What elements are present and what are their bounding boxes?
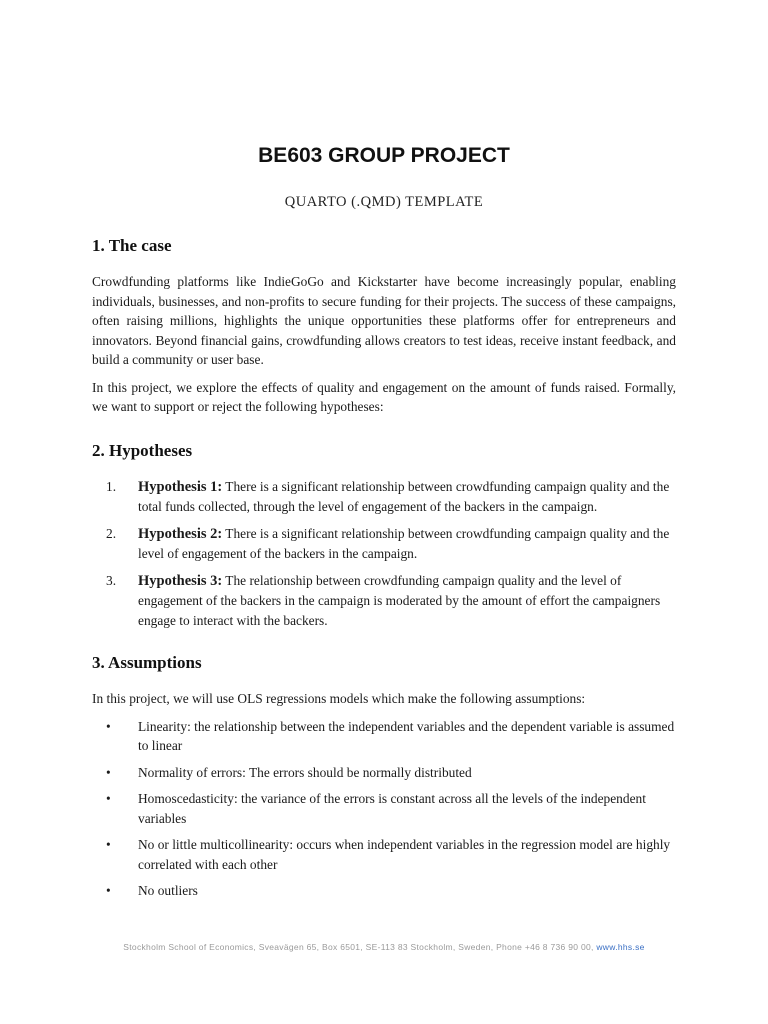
section-heading-hypotheses: 2. Hypotheses [92, 440, 193, 460]
hypothesis-text: There is a significant relationship between crowdfunding campaign quality and the level of engagement of the backers in the campaign. [138, 525, 670, 561]
hypothesis-name: Hypothesis 2: [138, 525, 223, 542]
case-paragraph: In this project, we explore the effects of quality and engagement on the amount of funds raised. Formally, we want to support or reject the following hypotheses: [92, 379, 676, 414]
list-item [92, 477, 676, 517]
footer-address: Stockholm School of Economics, Sveavägen 65, Box 6501, SE-113 83 Stockholm, Sweden, Phone +46 8 736 90 00, [123, 942, 597, 952]
bullet-icon: • [106, 883, 111, 898]
case-paragraph: Crowdfunding platforms like IndieGoGo and Kickstarter have become increasingly popular, enabling individuals, businesses, and non-profits to secure funding for their projects. The success of these campaigns, often raising millions, highlights the unique opportunities these platforms offer for entrepreneurs and innovators. Beyond financial gains, crowdfunding allows creators to test ideas, receive instant feedback, and build a community or user base. [92, 274, 676, 367]
bullet-icon: • [106, 837, 111, 852]
assumption-text: No or little multicollinearity: occurs when independent variables in the regression model are highly correlated with each other [138, 837, 671, 872]
page-footer [0, 942, 768, 952]
bullet-icon: • [106, 791, 111, 806]
list-item [92, 717, 676, 756]
document-body [92, 234, 676, 908]
footer-website-link[interactable]: www.hhs.se [596, 942, 645, 952]
section-heading-assumptions: 3. Assumptions [92, 653, 202, 672]
hypothesis-name: Hypothesis 3: [138, 572, 223, 589]
list-number: 3. [106, 572, 117, 588]
list-item [92, 763, 676, 783]
hypothesis-text: There is a significant relationship between crowdfunding campaign quality and the total funds collected, through the level of engagement of the backers in the campaign. [138, 478, 670, 514]
list-item [92, 835, 676, 874]
assumption-text: No outliers [138, 883, 198, 898]
document-title: BE603 GROUP PROJECT [258, 144, 510, 167]
list-number: 1. [106, 478, 117, 494]
list-item [92, 789, 676, 828]
list-number: 2. [106, 525, 117, 541]
bullet-icon: • [106, 764, 111, 780]
assumptions-list [92, 717, 676, 901]
hypothesis-text: The relationship between crowdfunding campaign quality and the level of engagement of the backers in the campaign is moderated by the amount of effort the campaigners engage to interact with the backers. [138, 572, 661, 628]
hypothesis-name: Hypothesis 1: [138, 478, 223, 495]
list-item [92, 571, 676, 631]
assumptions-intro: In this project, we will use OLS regressions models which make the following assumptions: [92, 691, 586, 706]
document-subtitle: QUARTO (.QMD) TEMPLATE [284, 194, 484, 210]
list-item [92, 524, 676, 564]
assumption-text: Homoscedasticity: the variance of the errors is constant across all the levels of the independent variables [138, 791, 646, 826]
assumption-text: Normality of errors: The errors should be normally distributed [138, 764, 472, 780]
assumption-text: Linearity: the relationship between the independent variables and the dependent variable is assumed to linear [138, 718, 675, 753]
bullet-icon: • [106, 718, 111, 734]
hypotheses-list [92, 477, 676, 631]
list-item [92, 881, 676, 901]
section-heading-case: 1. The case [92, 236, 172, 255]
